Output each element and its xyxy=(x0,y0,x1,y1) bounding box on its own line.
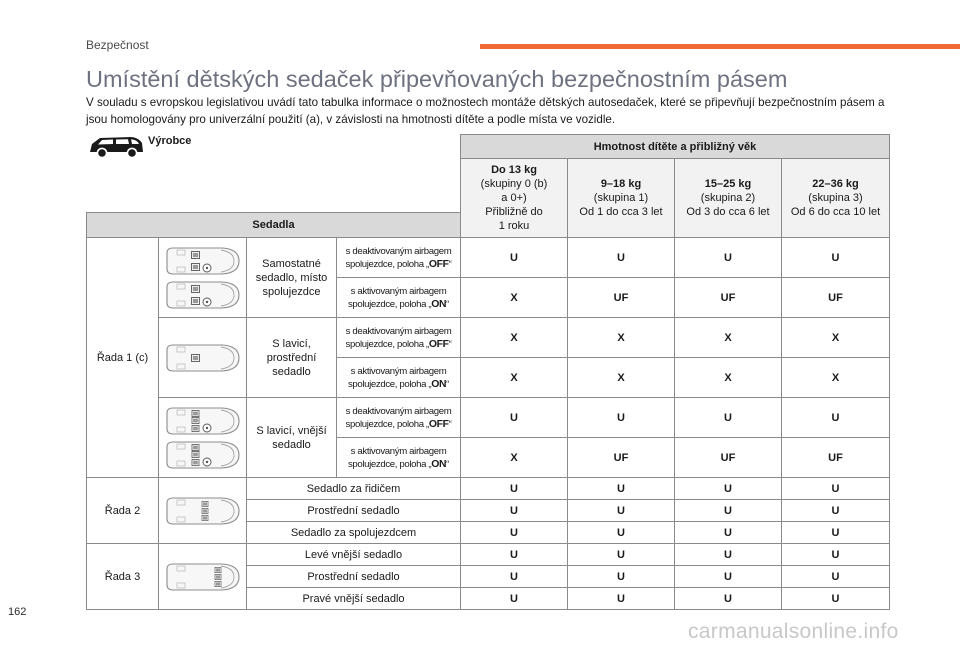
row1-seat3-name: S lavicí, vnější sedadlo xyxy=(247,398,337,478)
cell-value: U xyxy=(782,566,890,588)
cell-value: X xyxy=(461,358,568,398)
row2-seat3-name: Sedadlo za spolujezdcem xyxy=(247,522,461,544)
cell-value: U xyxy=(782,398,890,438)
weight-col-3-kg: 15–25 kg xyxy=(704,178,752,190)
seats-header: Sedadla xyxy=(87,213,461,238)
cell-value: X xyxy=(782,318,890,358)
page-title: Umístění dětských sedaček připevňovaných bezpečnostním pásem xyxy=(86,66,788,92)
row1-seat2-name: S lavicí, prostřední sedadlo xyxy=(247,318,337,398)
row2-label: Řada 2 xyxy=(87,478,159,544)
van-seat-layout-icon xyxy=(164,562,242,592)
row1-seat3-plan xyxy=(159,398,247,478)
cell-value: U xyxy=(461,566,568,588)
weight-col-1-line3: Přibližně do xyxy=(485,206,543,218)
cell-value: U xyxy=(568,478,675,500)
cell-value: U xyxy=(675,588,782,610)
van-seat-layout-icon xyxy=(164,406,242,436)
cell-value: U xyxy=(461,238,568,278)
cell-value: U xyxy=(675,500,782,522)
weight-col-4 xyxy=(782,159,890,238)
cell-value: X xyxy=(675,358,782,398)
cell-value: U xyxy=(568,398,675,438)
cell-value: U xyxy=(461,500,568,522)
cell-value: U xyxy=(675,478,782,500)
weight-col-4-kg: 22–36 kg xyxy=(812,178,859,190)
cell-value: X xyxy=(461,318,568,358)
cell-value: U xyxy=(568,566,675,588)
van-seat-layout-icon xyxy=(164,246,242,276)
weight-col-3 xyxy=(675,159,782,238)
airbag-off-label: s deaktivovaným airbagem spolujezdce, poloha „OFF“ xyxy=(337,238,461,278)
section-title: Bezpečnost xyxy=(86,38,149,52)
cell-value: UF xyxy=(568,438,675,478)
row2-seat2-name: Prostřední sedadlo xyxy=(247,500,461,522)
row1-seat1-name: Samostatné sedadlo, místo spolujezdce xyxy=(247,238,337,318)
cell-value: X xyxy=(568,358,675,398)
row1-seat1-plan xyxy=(159,238,247,318)
row1-seat2-plan xyxy=(159,318,247,398)
weight-col-2-kg: 9–18 kg xyxy=(600,178,642,190)
weight-col-3-line2: Od 3 do cca 6 let xyxy=(686,206,770,218)
weight-col-1-line2: a 0+) xyxy=(501,192,527,204)
cell-value: UF xyxy=(675,278,782,318)
row3-seat1-name: Levé vnější sedadlo xyxy=(247,544,461,566)
weight-col-4-line1: (skupina 3) xyxy=(808,192,863,204)
cell-value: UF xyxy=(568,278,675,318)
van-seat-layout-icon xyxy=(164,280,242,310)
cell-value: U xyxy=(461,478,568,500)
cell-value: U xyxy=(568,522,675,544)
row3-plan xyxy=(159,544,247,610)
cell-value: X xyxy=(461,438,568,478)
row2-seat1-name: Sedadlo za řidičem xyxy=(247,478,461,500)
cell-value: U xyxy=(782,588,890,610)
cell-value: U xyxy=(782,544,890,566)
cell-value: U xyxy=(461,522,568,544)
child-seat-table xyxy=(86,134,890,610)
row3-label: Řada 3 xyxy=(87,544,159,610)
row2-plan xyxy=(159,478,247,544)
watermark: carmanualsonline.info xyxy=(688,620,899,643)
cell-value: U xyxy=(675,398,782,438)
cell-value: U xyxy=(568,588,675,610)
weight-col-1-line4: 1 roku xyxy=(498,220,530,232)
weight-col-1 xyxy=(461,159,568,238)
cell-value: X xyxy=(461,278,568,318)
manufacturer-text: Výrobce xyxy=(148,135,192,147)
cell-value: X xyxy=(782,358,890,398)
airbag-on-label: s aktivovaným airbagem spolujezdce, poloha „ON“ xyxy=(337,358,461,398)
airbag-on-label: s aktivovaným airbagem spolujezdce, poloha „ON“ xyxy=(337,278,461,318)
weight-col-1-kg: Do 13 kg xyxy=(491,164,537,176)
cell-value: U xyxy=(568,544,675,566)
weight-col-2 xyxy=(568,159,675,238)
weight-col-4-line2: Od 6 do cca 10 let xyxy=(790,206,881,218)
cell-value: U xyxy=(782,522,890,544)
cell-value: U xyxy=(675,522,782,544)
car-icon xyxy=(86,131,146,161)
van-seat-layout-icon xyxy=(164,440,242,470)
weight-col-2-line2: Od 1 do cca 3 let xyxy=(579,206,663,218)
cell-value: U xyxy=(675,566,782,588)
cell-value: U xyxy=(782,500,890,522)
weight-col-1-line1: (skupiny 0 (b) xyxy=(480,178,548,190)
cell-value: U xyxy=(461,544,568,566)
cell-value: U xyxy=(675,544,782,566)
airbag-off-label: s deaktivovaným airbagem spolujezdce, poloha „OFF“ xyxy=(337,398,461,438)
weight-col-2-line1: (skupina 1) xyxy=(593,192,649,204)
weight-group-header: Hmotnost dítěte a přibližný věk xyxy=(461,135,890,159)
cell-value: U xyxy=(782,238,890,278)
cell-value: X xyxy=(568,318,675,358)
cell-value: UF xyxy=(675,438,782,478)
cell-value: UF xyxy=(782,438,890,478)
page-number: 162 xyxy=(8,606,27,618)
intro-paragraph: V souladu s evropskou legislativou uvádí tato tabulka informace o možnostech montáže dětských autosedaček, které se připevňují bezpečnostním pásem a jsou homologovány pro univerzální použití (a), v závislosti na hmotnosti dítěte a podle místa ve vozidle. xyxy=(86,96,885,126)
cell-value: U xyxy=(461,398,568,438)
cell-value: X xyxy=(675,318,782,358)
cell-value: U xyxy=(568,500,675,522)
section-accent-bar xyxy=(480,44,960,49)
cell-value: U xyxy=(782,478,890,500)
airbag-on-label: s aktivovaným airbagem spolujezdce, poloha „ON“ xyxy=(337,438,461,478)
van-seat-layout-icon xyxy=(164,343,242,373)
van-seat-layout-icon xyxy=(164,496,242,526)
cell-value: U xyxy=(461,588,568,610)
cell-value: U xyxy=(675,238,782,278)
row3-seat3-name: Pravé vnější sedadlo xyxy=(247,588,461,610)
row1-label: Řada 1 (c) xyxy=(87,238,159,478)
row3-seat2-name: Prostřední sedadlo xyxy=(247,566,461,588)
weight-col-3-line1: (skupina 2) xyxy=(700,192,756,204)
cell-value: UF xyxy=(782,278,890,318)
airbag-off-label: s deaktivovaným airbagem spolujezdce, poloha „OFF“ xyxy=(337,318,461,358)
cell-value: U xyxy=(568,238,675,278)
